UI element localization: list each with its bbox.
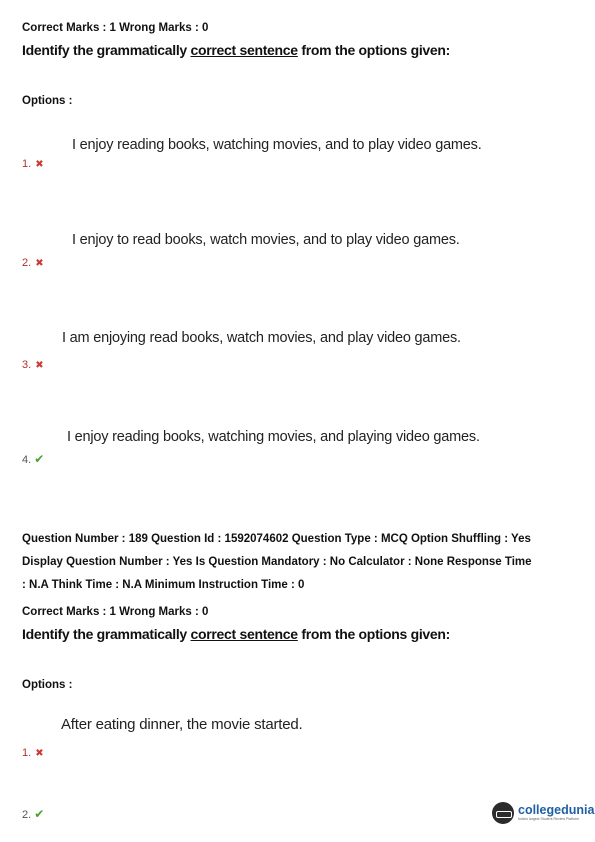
logo-name: collegedunia [518, 803, 595, 817]
q2-option-2-number-label: 2. [22, 809, 32, 821]
mascot-icon [492, 802, 514, 824]
q1-option-4-text: I enjoy reading books, watching movies, and playing video games. [67, 429, 480, 445]
q2-meta-block [22, 528, 582, 597]
logo-tagline: India's largest Student Review Platform [518, 817, 579, 821]
q1-option-1-number [22, 158, 44, 170]
q2-option-1-text: After eating dinner, the movie started. [61, 716, 303, 733]
q2-meta-line-2: Display Question Number : Yes Is Question Mandatory : No Calculator : None Response Time [22, 556, 532, 568]
q2-marks-line: Correct Marks : 1 Wrong Marks : 0 [22, 606, 209, 618]
q1-option-2-number [22, 257, 44, 269]
collegedunia-logo [492, 802, 594, 824]
check-icon: ✔ [34, 807, 45, 821]
q1-option-3-number-label: 3. [22, 359, 32, 371]
q1-option-2-number-label: 2. [22, 257, 32, 269]
q2-question-underlined: correct sentence [190, 626, 298, 642]
q1-question-underlined: correct sentence [190, 42, 298, 58]
q1-options-label: Options : [22, 95, 73, 107]
check-icon: ✔ [34, 452, 45, 466]
q2-meta-line-1: Question Number : 189 Question Id : 1592074602 Question Type : MCQ Option Shuffling : Yes [22, 533, 531, 545]
wrong-icon: ✖ [35, 159, 44, 170]
logo-text [518, 804, 594, 822]
q1-option-4-number [22, 452, 44, 466]
q2-options-label: Options : [22, 679, 73, 691]
q2-question-prefix: Identify the grammatically [22, 626, 191, 642]
wrong-icon: ✖ [35, 360, 44, 371]
q1-question-prefix: Identify the grammatically [22, 42, 191, 58]
q1-question-suffix: from the options given: [297, 42, 451, 58]
q1-option-3-number [22, 359, 44, 371]
q1-option-3-text: I am enjoying read books, watch movies, and play video games. [62, 330, 461, 346]
q2-question-text [22, 626, 450, 642]
q1-option-1-text: I enjoy reading books, watching movies, and to play video games. [72, 137, 482, 153]
q2-option-2-number [22, 807, 44, 821]
q2-option-1-number [22, 747, 44, 759]
q2-question-suffix: from the options given: [297, 626, 451, 642]
q1-question-text [22, 42, 450, 58]
q1-option-2-text: I enjoy to read books, watch movies, and to play video games. [72, 232, 460, 248]
q2-option-1-number-label: 1. [22, 747, 32, 759]
q2-meta-line-3: : N.A Think Time : N.A Minimum Instruction Time : 0 [22, 579, 305, 591]
q1-marks-line: Correct Marks : 1 Wrong Marks : 0 [22, 22, 209, 34]
q1-option-4-number-label: 4. [22, 454, 32, 466]
wrong-icon: ✖ [35, 258, 44, 269]
wrong-icon: ✖ [35, 748, 44, 759]
q1-option-1-number-label: 1. [22, 158, 32, 170]
